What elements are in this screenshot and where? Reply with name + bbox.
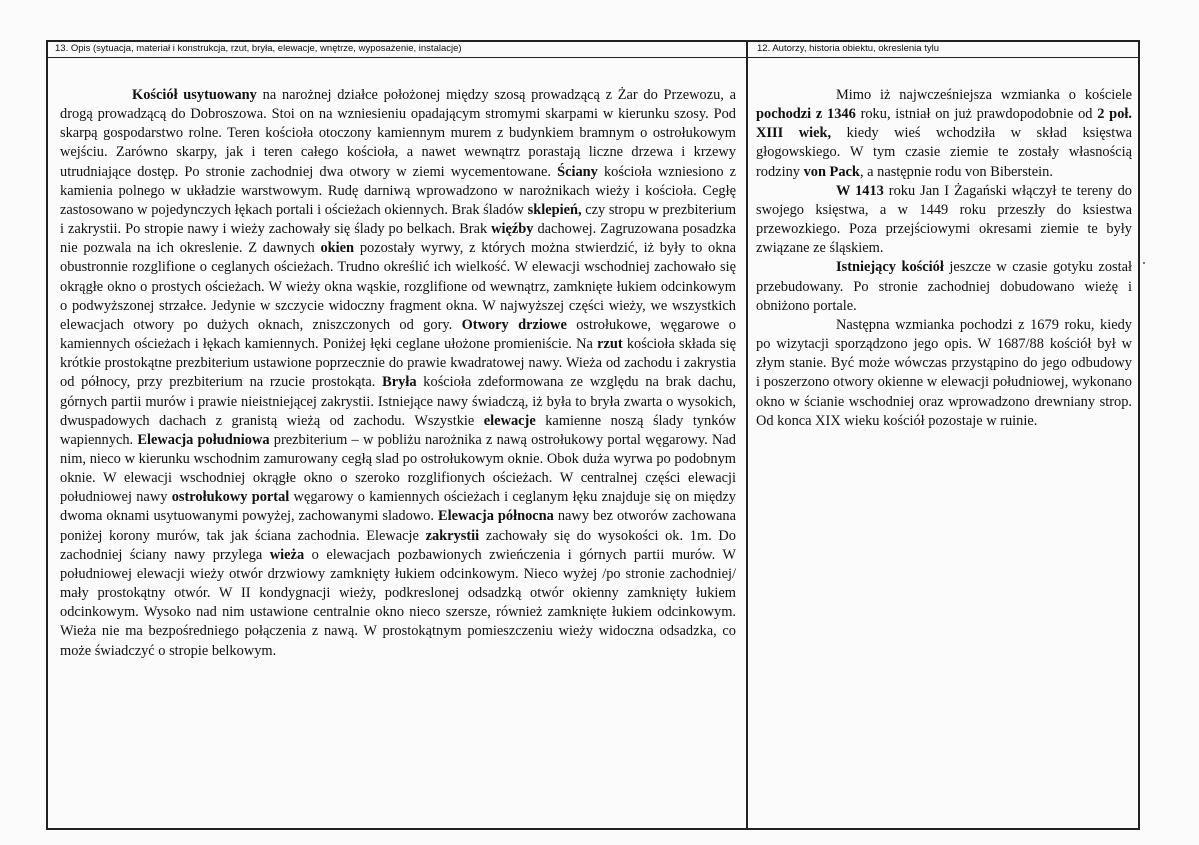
history-paragraph-3 [756, 258, 1132, 315]
text-run: kamienne noszą ślady tynków wapiennych. [60, 412, 736, 448]
text-run: węgarowy o kamiennych ościeżach i ceglanym łęku znajduje się on między dwoma oknami usytuowanymi powyżej, zachowanymi sladowo. [60, 489, 737, 525]
history-text [756, 86, 1132, 431]
text-run: , a następnie rodu von Biberstein. [859, 163, 1053, 180]
history-paragraph-1 [756, 86, 1132, 182]
description-paragraph [60, 86, 736, 661]
text-run: czy stropu w prezbiterium i zakrystii. Po stropie nawy i wieży zachowały się ślady po belkach. Brak [60, 201, 737, 238]
form-table [46, 40, 1140, 830]
text-run: jeszcze w czasie gotyku został przebudowany. Po stronie zachodniej dobudowano wieżę i obniżono portale. [756, 259, 1132, 314]
text-run: nawy bez otworów zachowana poniżej korony murów, tak jak ściana zachodnia. Elewacje [60, 508, 736, 544]
text-run: na narożnej działce położonej między szosą prowadzącą z Żar do Przewozu, a drogą prowadzącą do Dobroszowa. Stoi on na wzniesieniu opadającym stromymi skarpami w kierunku szosy. Pod skarpą gospodarstwo rolne. Teren kościoła otoczony kamiennym murem z budynkiem bramnym o ostrołukowym wejściu. Zarówno skarpy, jak i teren całego kościoła, a nawet wewnątrz porastają liczne drzewa i krzewy utrudniające dostęp. Po stronie zachodniej dwa otwory w ziemi wycementowane. [60, 87, 736, 180]
bold-term: zakrystii [425, 527, 480, 544]
bold-term: wieża [269, 546, 305, 563]
scan-speck [1143, 262, 1145, 264]
bold-term: W 1413 [836, 182, 884, 199]
text-run: kościoła wzniesiono z kamienia polnego w układzie warstwowym. Rudę darniwą wprowadzono w narożnikach wieży i kościoła. Cegłę zastosowano w pojedynczych łękach portali i ościeżach okiennych. Brak śladów [60, 163, 736, 218]
bold-term: 2 poł. XIII wiek, [756, 106, 1132, 142]
bold-term: sklepień, [527, 201, 582, 218]
bold-term: elewacje [483, 412, 536, 429]
bold-term: Ściany [557, 163, 598, 180]
bold-term: von Pack [803, 163, 860, 180]
history-paragraph-4: Następna wzmianka pochodzi z 1679 roku, kiedy po wizytacji sporządzono jego opis. W 1687/88 kościół był w złym stanie. Być może wówczas przystąpino do jego odbudowy i poszerzono otwory okienne w elewacji południowej, wykonano okno w ścianie wschodniej oraz wprowadzono drewniany strop. Od konca XIX wieku kościół pozostaje w ruinie. [756, 316, 1132, 429]
text-run: dachowej. Zagruzowana posadzka nie pozwala na ich okreslenie. Z dawnych [60, 221, 736, 257]
bold-term: okien [320, 240, 355, 257]
bold-term: więźby [491, 221, 534, 238]
bold-term: ostrołukowy portal [171, 489, 290, 506]
text-run: o elewacjach pozbawionych zwieńczenia i górnych partii murów. W południowej elewacji wieży otwór drzwiowy zamknięty łukiem odcinkowym. Nieco wyżej /po stronie zachodniej/ mały prostokątny otwór. W II kondygnacji wieży, podkreslonej odsadzką otwór okienny zamknięty łukiem odcinkowym. Wysoko nad nim ustawione centralnie okno nieco szersze, również zamknięte łukiem odcinkowym. Wieża nie ma bezpośredniego połączenia z nawą. W prostokątnym pomieszczeniu wieży widoczna odsadzka, co może świadczyć o stropie belkowym. [60, 546, 736, 659]
bold-term: rzut [597, 336, 623, 353]
text-run: ostrołukowe, węgarowe o kamiennych ościeżach i łękach kamiennych. Poniżej łęki ceglane ułożone promieniście. Na [60, 316, 736, 353]
bold-term: Bryła [382, 374, 417, 391]
bold-term: Elewacja południowa [137, 431, 270, 448]
text-run: kościoła zdeformowana ze względu na brak dachu, górnych partii murów i prawie nieistniejącej zakrystii. Istniejące nawy świadczą, iż była to bryła zwarta o wysokich, dwuspadowych dachach z granistą wieżą od zachodu. Wszystkie [60, 374, 736, 429]
text-run: kiedy wieś wchodziła w skład księstwa głogowskiego. W tym czasie ziemie te zostały własnością rodziny [756, 125, 1132, 180]
text-run: prezbiterium – w pobliżu narożnika z nawą ostrołukowy portal węgarowy. Nad nim, nieco w kierunku wschodnim zamurowany cegłą slad po ostrołukowym oknie. Obok duża wyrwa po podobnym oknie. W elewacji wschodniej okrągłe okno o szeroko rozglifionych ościeżach. W centralnej części elewacji południowej nawy [60, 431, 736, 506]
description-text [60, 86, 736, 661]
bold-term: Elewacja północna [437, 508, 554, 525]
column-divider [746, 42, 748, 828]
bold-term: pochodzi z 1346 [756, 106, 856, 123]
history-column-header: 12. Autorzy, historia obiektu, okreslenia tylu [748, 42, 1138, 58]
text-run: roku, istniał on już prawdopodobnie od [855, 106, 1098, 123]
history-paragraph-2 [756, 182, 1132, 259]
bold-term: Istniejący kościół [836, 259, 944, 276]
description-column-header: 13. Opis (sytuacja, materiał i konstrukcja, rzut, bryła, elewacje, wnętrze, wyposażenie, instalacje) [48, 42, 746, 58]
text-run: kościoła składa się krótkie prostokątne prezbiterium ustawione poprzecznie do prawie kwadratowej nawy. Wieża od zachodu i zakrystia od północy, przy prezbiterium na rzucie prostokąta. [60, 336, 736, 391]
bold-term: Otwory drziowe [461, 316, 567, 333]
text-run: pozostały wyrwy, z których można stwierdzić, iż były to okna obustronnie rozglifione o ceglanych ościeżach. Trudno określić ich wielkość. W elewacji wschodniej zachowało się okrągłe okno o prostych ościeżach. W wieży okna wąskie, rozglifione od wewnątrz, zamknięte łukiem odcinkowym o podwyższonej strzałce. Jedynie w szczycie widoczny fragment okna. W najwyższej części wieży, we wszystkich elewacjach otwory po dużych oknach, zniszczonych od gory. [60, 240, 736, 333]
text-run: roku Jan I Żagański włączył te tereny do swojego księstwa, a w 1449 roku przeszły do ksiestwa przewozkiego. Poza przejściowymi okresami ziemie te były związane ze śląskiem. [756, 182, 1132, 257]
text-run: zachowały się do wysokości ok. 1m. Do zachodniej ściany nawy przylega [60, 527, 736, 563]
bold-term: Kościół usytuowany [132, 87, 257, 103]
text-run: Mimo iż najwcześniejsza wzmianka o kościele [836, 87, 1132, 103]
